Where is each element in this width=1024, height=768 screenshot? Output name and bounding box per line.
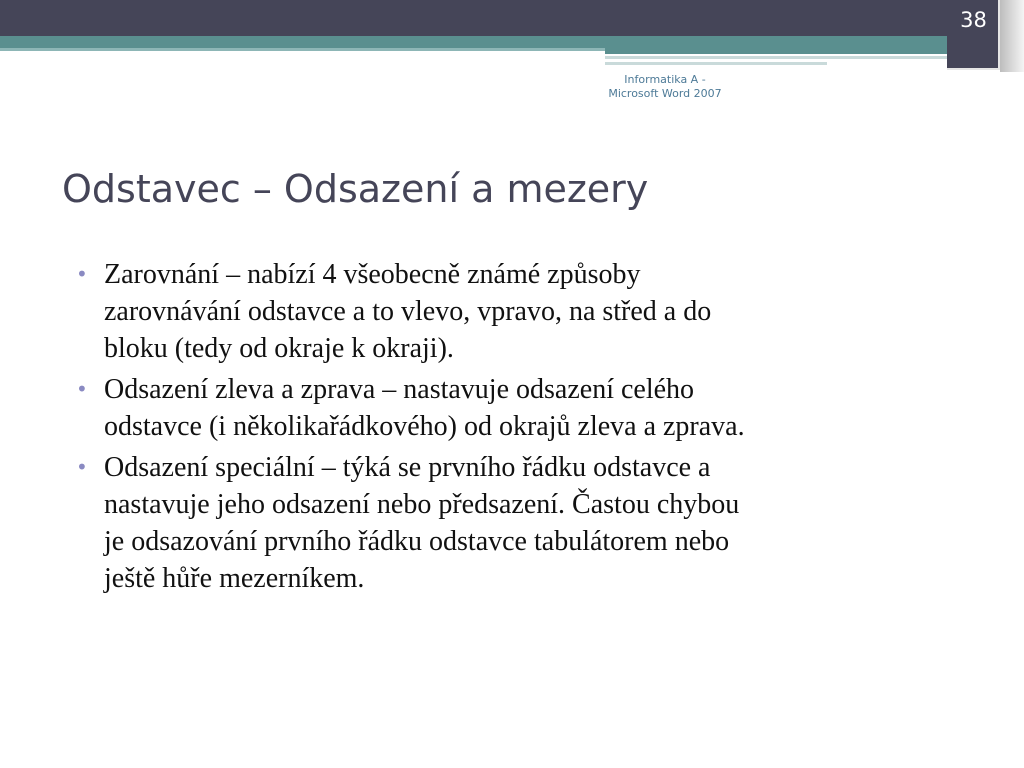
bullet-list	[72, 256, 972, 601]
bullet-marker: •	[76, 262, 88, 286]
bullet-text-line: nastavuje jeho odsazení nebo předsazení. Častou chybou	[104, 489, 740, 520]
bullet-text-line: ještě hůře mezerníkem.	[104, 563, 365, 594]
slide-title: Odstavec – Odsazení a mezery	[62, 167, 649, 211]
slide-header-line-2: Microsoft Word 2007	[608, 87, 722, 100]
header-band	[0, 0, 1024, 36]
bullet-text-line: bloku (tedy od okraje k okraji).	[104, 333, 454, 364]
bullet-text-line: je odsazování prvního řádku odstavce tabulátorem nebo	[104, 526, 730, 557]
page-number-tab-shadow	[1000, 0, 1024, 72]
slide-header	[590, 73, 740, 101]
slide-header-line-1: Informatika A -	[624, 73, 706, 86]
bullet-marker: •	[76, 455, 88, 479]
bullet-marker: •	[76, 377, 88, 401]
accent-line	[0, 48, 605, 51]
bullet-item	[72, 371, 972, 445]
bullet-item	[72, 449, 972, 597]
bullet-text-line: odstavce (i několikařádkového) od okrajů zleva a zprava.	[104, 411, 745, 442]
accent-block	[605, 44, 947, 54]
slide-number: 38	[960, 8, 987, 32]
bullet-item	[72, 256, 972, 367]
accent-line-upper	[605, 56, 947, 59]
bullet-text-line: Zarovnání – nabízí 4 všeobecně známé způsoby	[104, 259, 641, 290]
bullet-text-line: zarovnávání odstavce a to vlevo, vpravo, na střed a do	[104, 296, 712, 327]
accent-line-lower	[605, 62, 827, 65]
bullet-text-line: Odsazení zleva a zprava – nastavuje odsazení celého	[104, 374, 695, 405]
bullet-text-line: Odsazení speciální – týká se prvního řádku odstavce a	[104, 452, 711, 483]
